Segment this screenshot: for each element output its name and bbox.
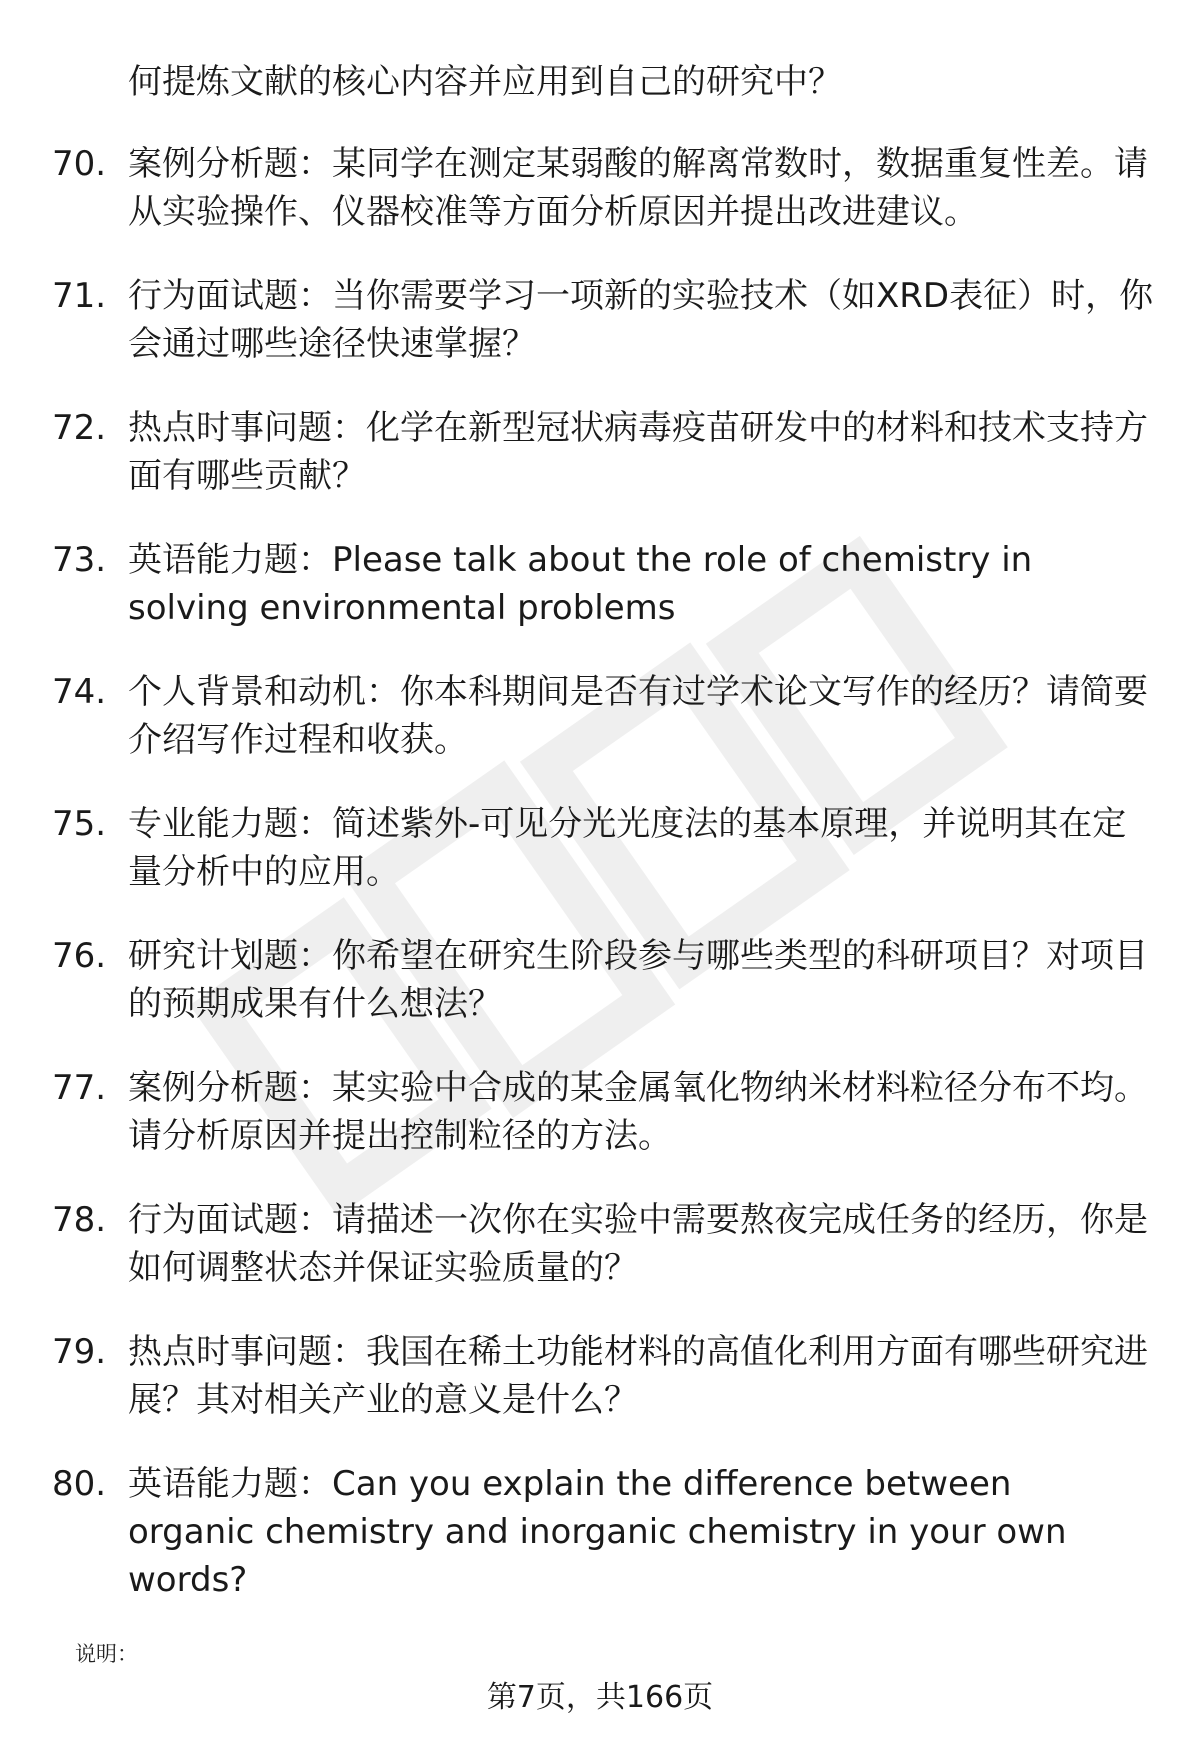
question-item: [0, 404, 1200, 536]
question-number: 75.: [52, 804, 107, 844]
question-list: [0, 140, 1200, 1642]
question-item: [0, 932, 1200, 1064]
question-number: 72.: [52, 408, 107, 448]
question-text: 案例分析题：某实验中合成的某金属氧化物纳米材料粒径分布不均。请分析原因并提出控制粒径的方法。: [128, 1068, 1148, 1156]
question-number: 74.: [52, 672, 107, 712]
question-number: 70.: [52, 144, 107, 184]
question-item: [0, 1460, 1200, 1642]
question-text: 行为面试题：当你需要学习一项新的实验技术（如XRD表征）时，你会通过哪些途径快速掌握？: [128, 276, 1154, 364]
question-item: [0, 536, 1200, 668]
question-number: 76.: [52, 936, 107, 976]
question-number: 78.: [52, 1200, 107, 1240]
question-text: 个人背景和动机：你本科期间是否有过学术论文写作的经历？请简要介绍写作过程和收获。: [128, 672, 1148, 760]
question-item: [0, 800, 1200, 932]
page-number-footer: 第7页，共166页: [486, 1680, 714, 1715]
question-text: 行为面试题：请描述一次你在实验中需要熬夜完成任务的经历，你是如何调整状态并保证实验质量的？: [128, 1200, 1148, 1288]
question-text: 专业能力题：简述紫外-可见分光光度法的基本原理，并说明其在定量分析中的应用。: [128, 804, 1127, 892]
question-item: [0, 668, 1200, 800]
note-label: 说明：: [75, 1642, 138, 1666]
question-number: 71.: [52, 276, 107, 316]
continuation-text: 何提炼文献的核心内容并应用到自己的研究中？: [128, 62, 842, 102]
question-number: 80.: [52, 1464, 107, 1504]
question-text: 热点时事问题：化学在新型冠状病毒疫苗研发中的材料和技术支持方面有哪些贡献？: [128, 408, 1148, 496]
question-text: 英语能力题：Can you explain the difference between organic chemistry and inorganic chemistry in your own words?: [128, 1464, 1067, 1600]
question-text: 英语能力题：Please talk about the role of chemistry in solving environmental problems: [128, 540, 1033, 628]
question-item: [0, 140, 1200, 272]
question-number: 73.: [52, 540, 107, 580]
question-number: 77.: [52, 1068, 107, 1108]
question-text: 研究计划题：你希望在研究生阶段参与哪些类型的科研项目？对项目的预期成果有什么想法？: [128, 936, 1148, 1024]
question-text: 案例分析题：某同学在测定某弱酸的解离常数时，数据重复性差。请从实验操作、仪器校准等方面分析原因并提出改进建议。: [128, 144, 1148, 232]
question-item: [0, 1328, 1200, 1460]
question-number: 79.: [52, 1332, 107, 1372]
question-item: [0, 272, 1200, 404]
question-text: 热点时事问题：我国在稀土功能材料的高值化利用方面有哪些研究进展？其对相关产业的意义是什么？: [128, 1332, 1148, 1420]
question-item: [0, 1196, 1200, 1328]
question-item: [0, 1064, 1200, 1196]
